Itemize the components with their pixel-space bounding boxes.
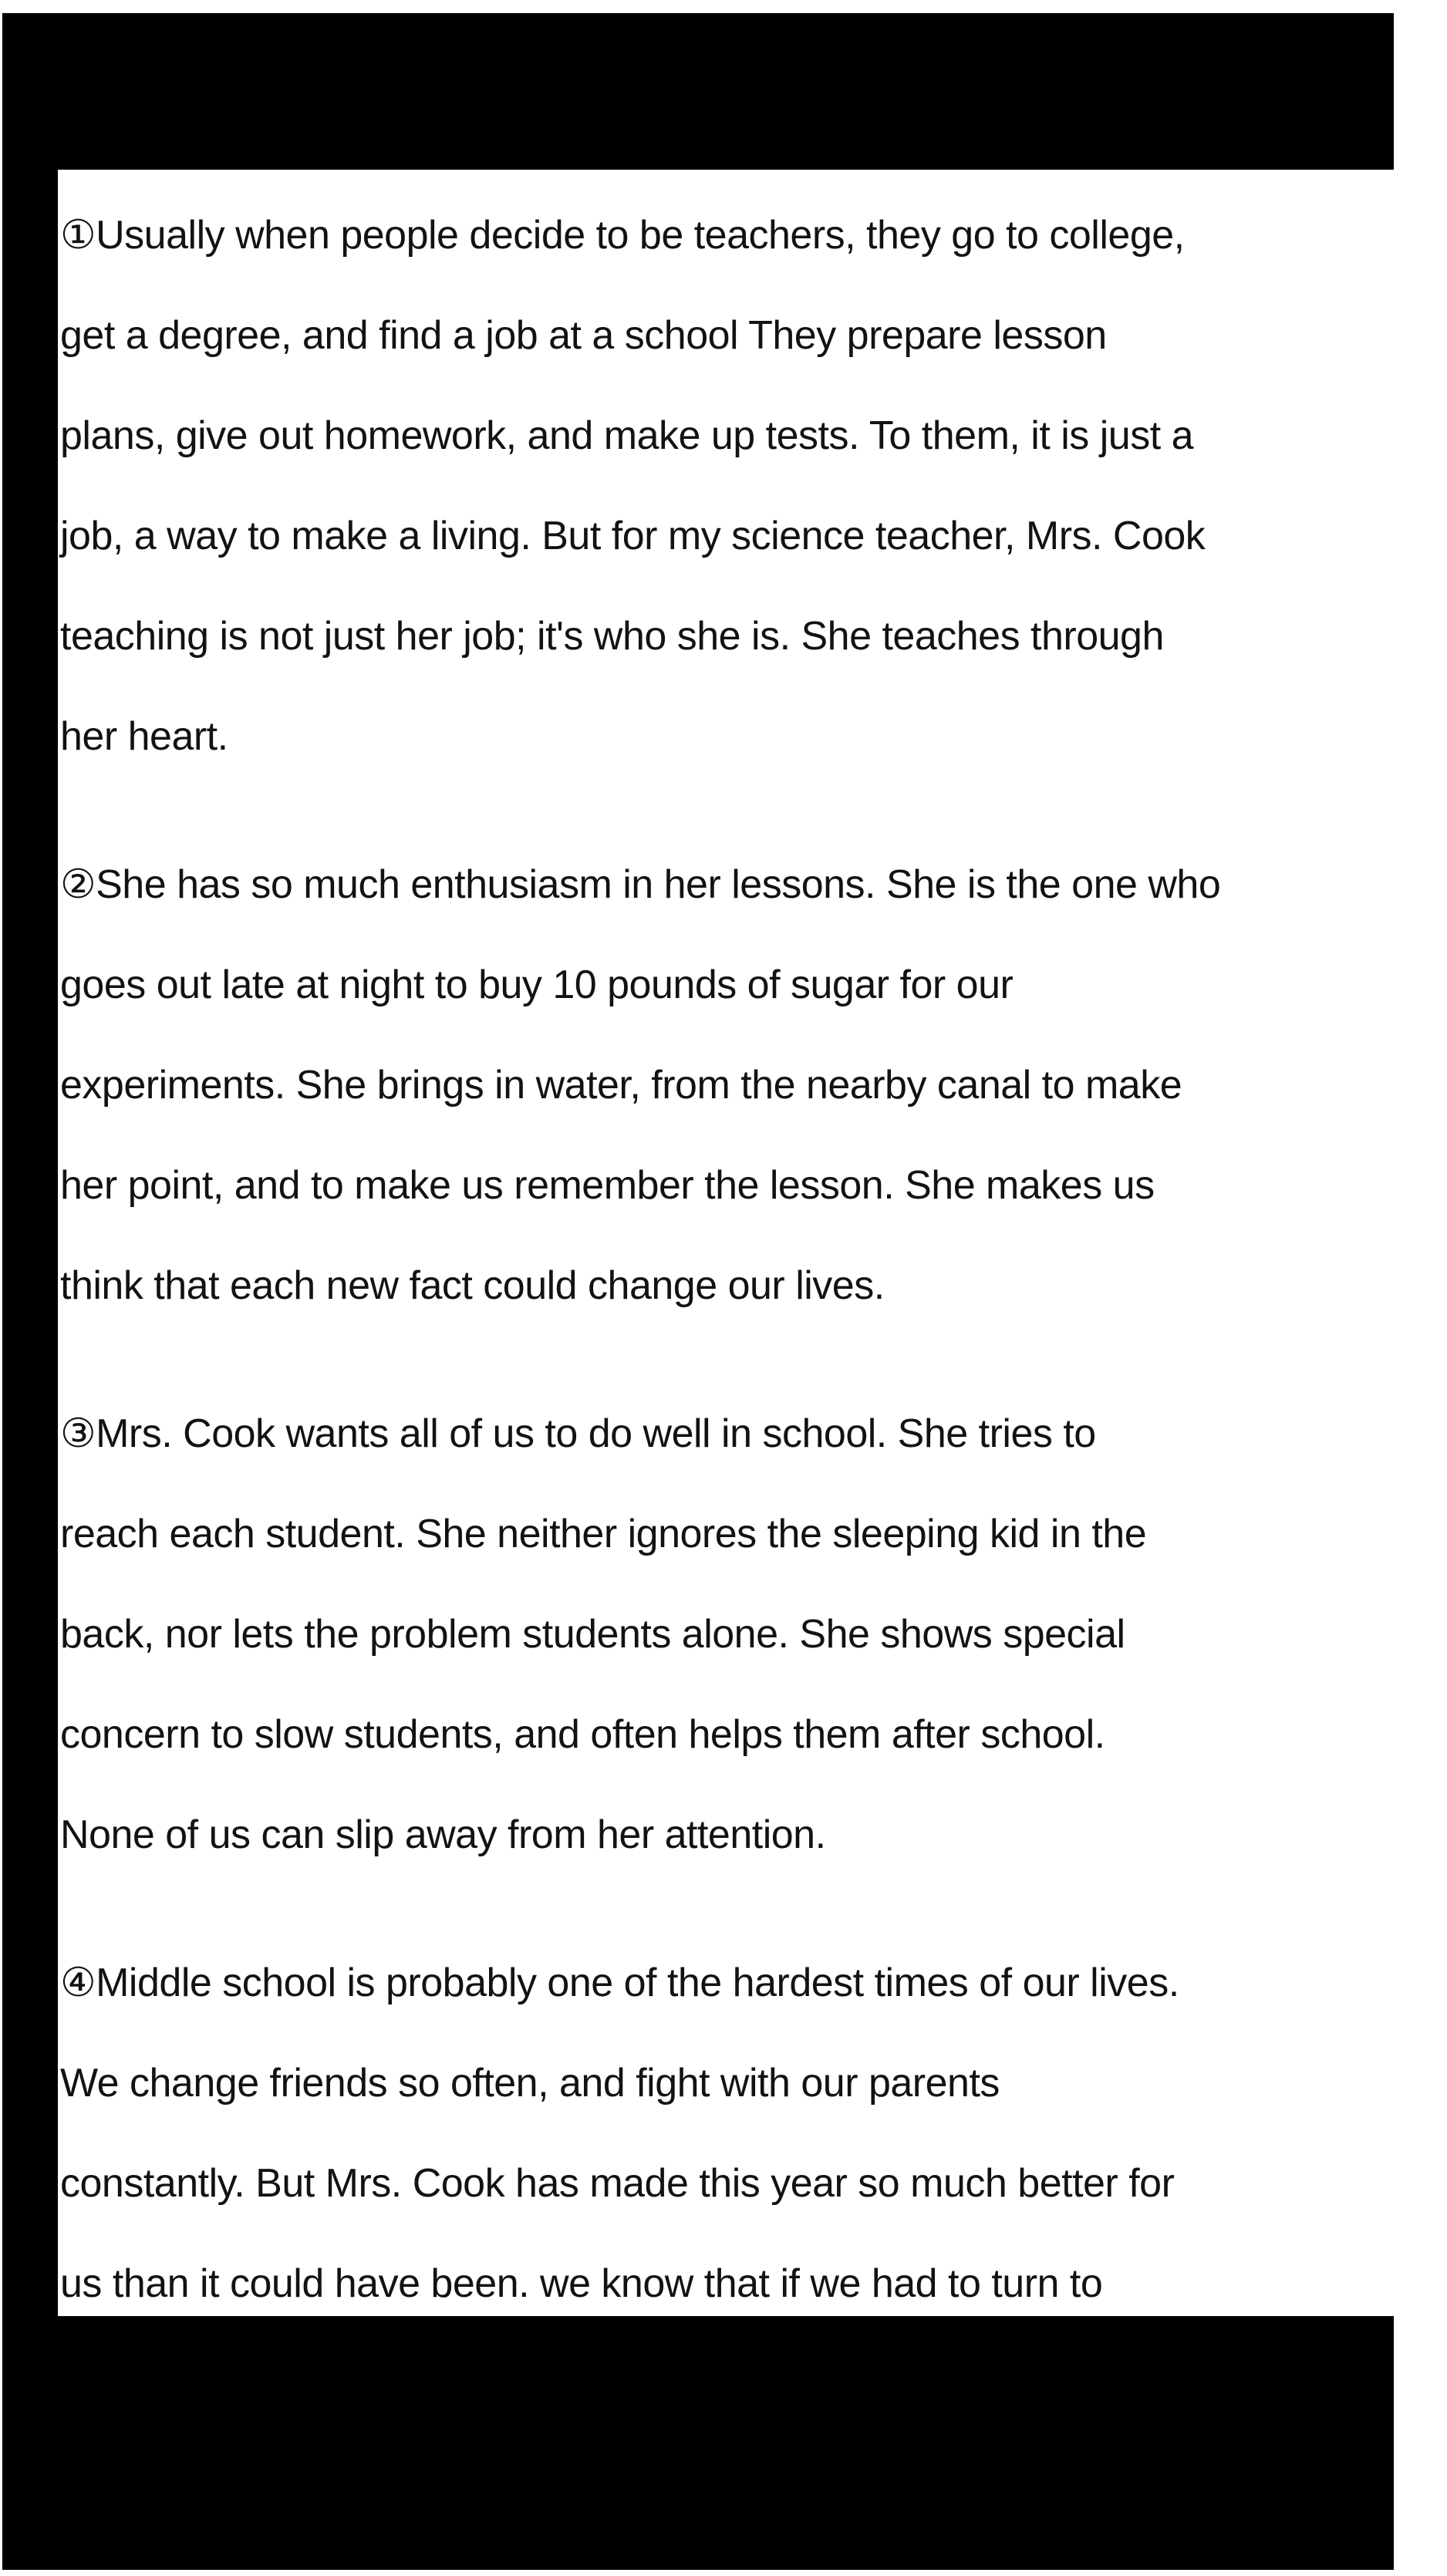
text-line: back, nor lets the problem students alone. She shows special xyxy=(60,1612,1125,1657)
text-line: ①Usually when people decide to be teachers, they go to college, xyxy=(60,213,1185,258)
text-line: None of us can slip away from her attention. xyxy=(60,1812,826,1857)
page xyxy=(58,170,1394,2316)
paragraph-4 xyxy=(60,1933,1391,2334)
text-line: ③Mrs. Cook wants all of us to do well in school. She tries to xyxy=(60,1411,1096,1456)
paragraph-2 xyxy=(60,835,1391,1336)
text-line: her heart. xyxy=(60,714,228,759)
text-line: us than it could have been. we know that if we had to turn to xyxy=(60,2261,1103,2306)
text-line: teaching is not just her job; it's who she is. She teaches through xyxy=(60,614,1164,659)
text-line: constantly. But Mrs. Cook has made this year so much better for xyxy=(60,2161,1175,2206)
paragraph-3 xyxy=(60,1384,1391,1885)
text-line: get a degree, and find a job at a school They prepare lesson xyxy=(60,313,1107,358)
passage-text xyxy=(60,185,1391,2382)
text-line: goes out late at night to buy 10 pounds of sugar for our xyxy=(60,963,1014,1007)
text-line: her point, and to make us remember the lesson. She makes us xyxy=(60,1163,1155,1208)
paragraph-1 xyxy=(60,185,1391,787)
text-line: experiments. She brings in water, from the nearby canal to make xyxy=(60,1063,1182,1108)
text-line: ④Middle school is probably one of the hardest times of our lives. xyxy=(60,1961,1179,2005)
text-line: concern to slow students, and often helps them after school. xyxy=(60,1712,1105,1757)
text-line: job, a way to make a living. But for my science teacher, Mrs. Cook xyxy=(60,514,1206,558)
text-line: ②She has so much enthusiasm in her lessons. She is the one who xyxy=(60,862,1221,907)
text-line: reach each student. She neither ignores the sleeping kid in the xyxy=(60,1512,1147,1556)
text-line: We change friends so often, and fight with our parents xyxy=(60,2061,1000,2106)
text-line: think that each new fact could change our lives. xyxy=(60,1263,885,1308)
text-line: plans, give out homework, and make up tests. To them, it is just a xyxy=(60,413,1194,458)
